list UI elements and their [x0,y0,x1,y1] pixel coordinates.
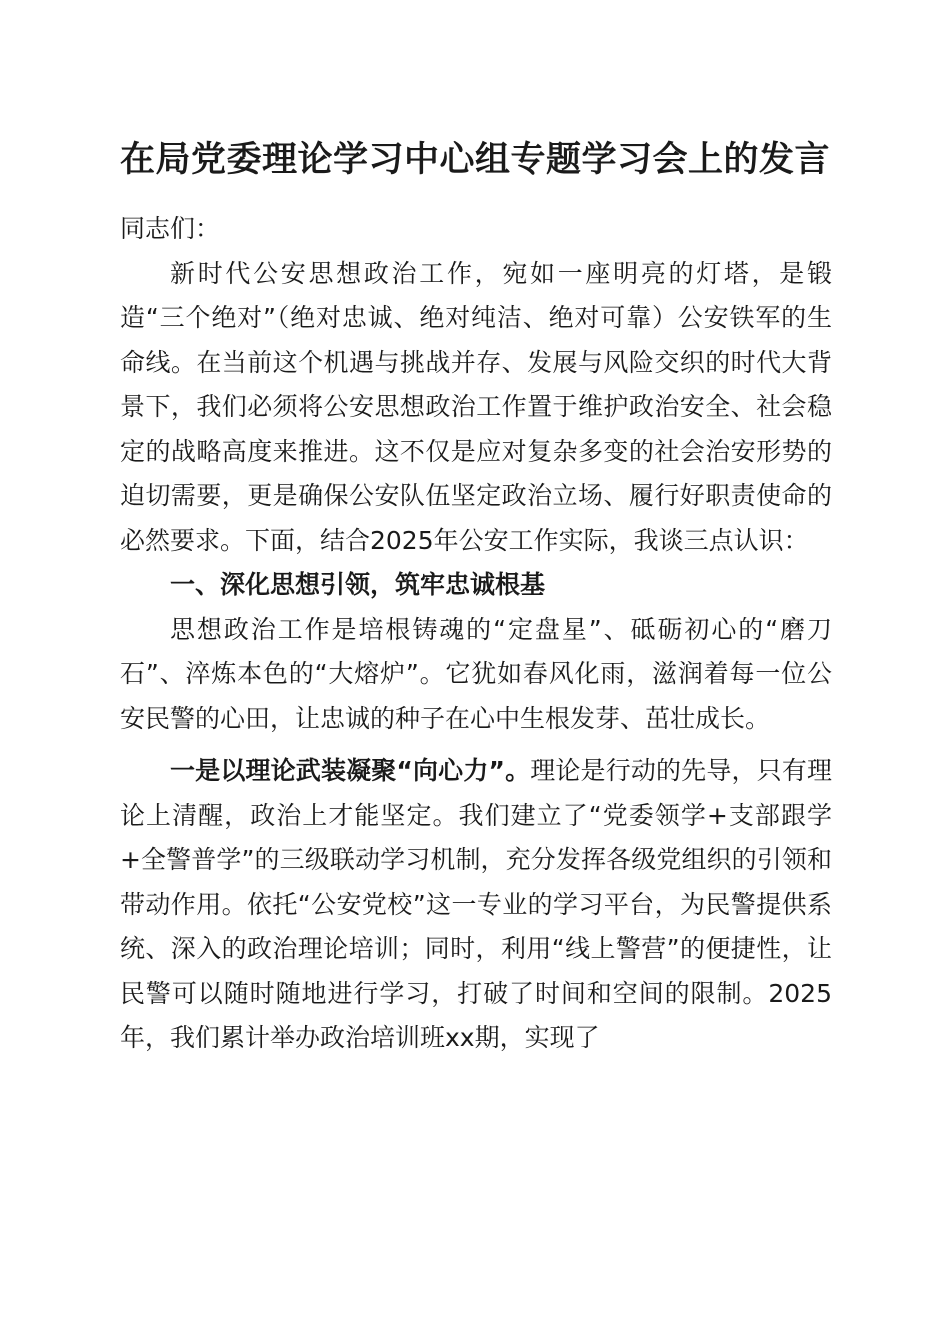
point-lead: 一是以理论武装凝聚“向心力”。 [170,756,531,785]
section-heading: 一、深化思想引领，筑牢忠诚根基 [170,570,546,599]
intro-paragraph: 新时代公安思想政治工作，宛如一座明亮的灯塔，是锻造“三个绝对”（绝对忠诚、绝对纯洁、绝对可靠）公安铁军的生命线。在当前这个机遇与挑战并存、发展与风险交织的时代大背景下，我们必须将公安思想政治工作置于维护政治安全、社会稳定的战略高度来推进。这不仅是应对复杂多变的社会治安形势的迫切需要，更是确保公安队伍坚定政治立场、履行好职责使命的必然要求。下面，结合2025年公安工作实际，我谈三点认识： [120,258,832,555]
document-body [120,207,832,1061]
point-text: 理论是行动的先导，只有理论上清醒，政治上才能坚定。我们建立了“党委领学+支部跟学+全警普学”的三级联动学习机制，充分发挥各级党组织的引领和带动作用。依托“公安党校”这一专业的学习平台，为民警提供系统、深入的政治理论培训；同时，利用“线上警营”的便捷性，让民警可以随时随地进行学习，打破了时间和空间的限制。2025年，我们累计举办政治培训班xx期，实现了 [120,756,832,1052]
section-paragraph: 思想政治工作是培根铸魂的“定盘星”、砥砺初心的“磨刀石”、淬炼本色的“大熔炉”。它犹如春风化雨，滋润着每一位公安民警的心田，让忠诚的种子在心中生根发芽、茁壮成长。 [120,614,832,733]
salutation: 同志们： [120,214,221,243]
point-paragraph [120,749,832,1061]
document-title: 在局党委理论学习中心组专题学习会上的发言 [119,139,830,180]
